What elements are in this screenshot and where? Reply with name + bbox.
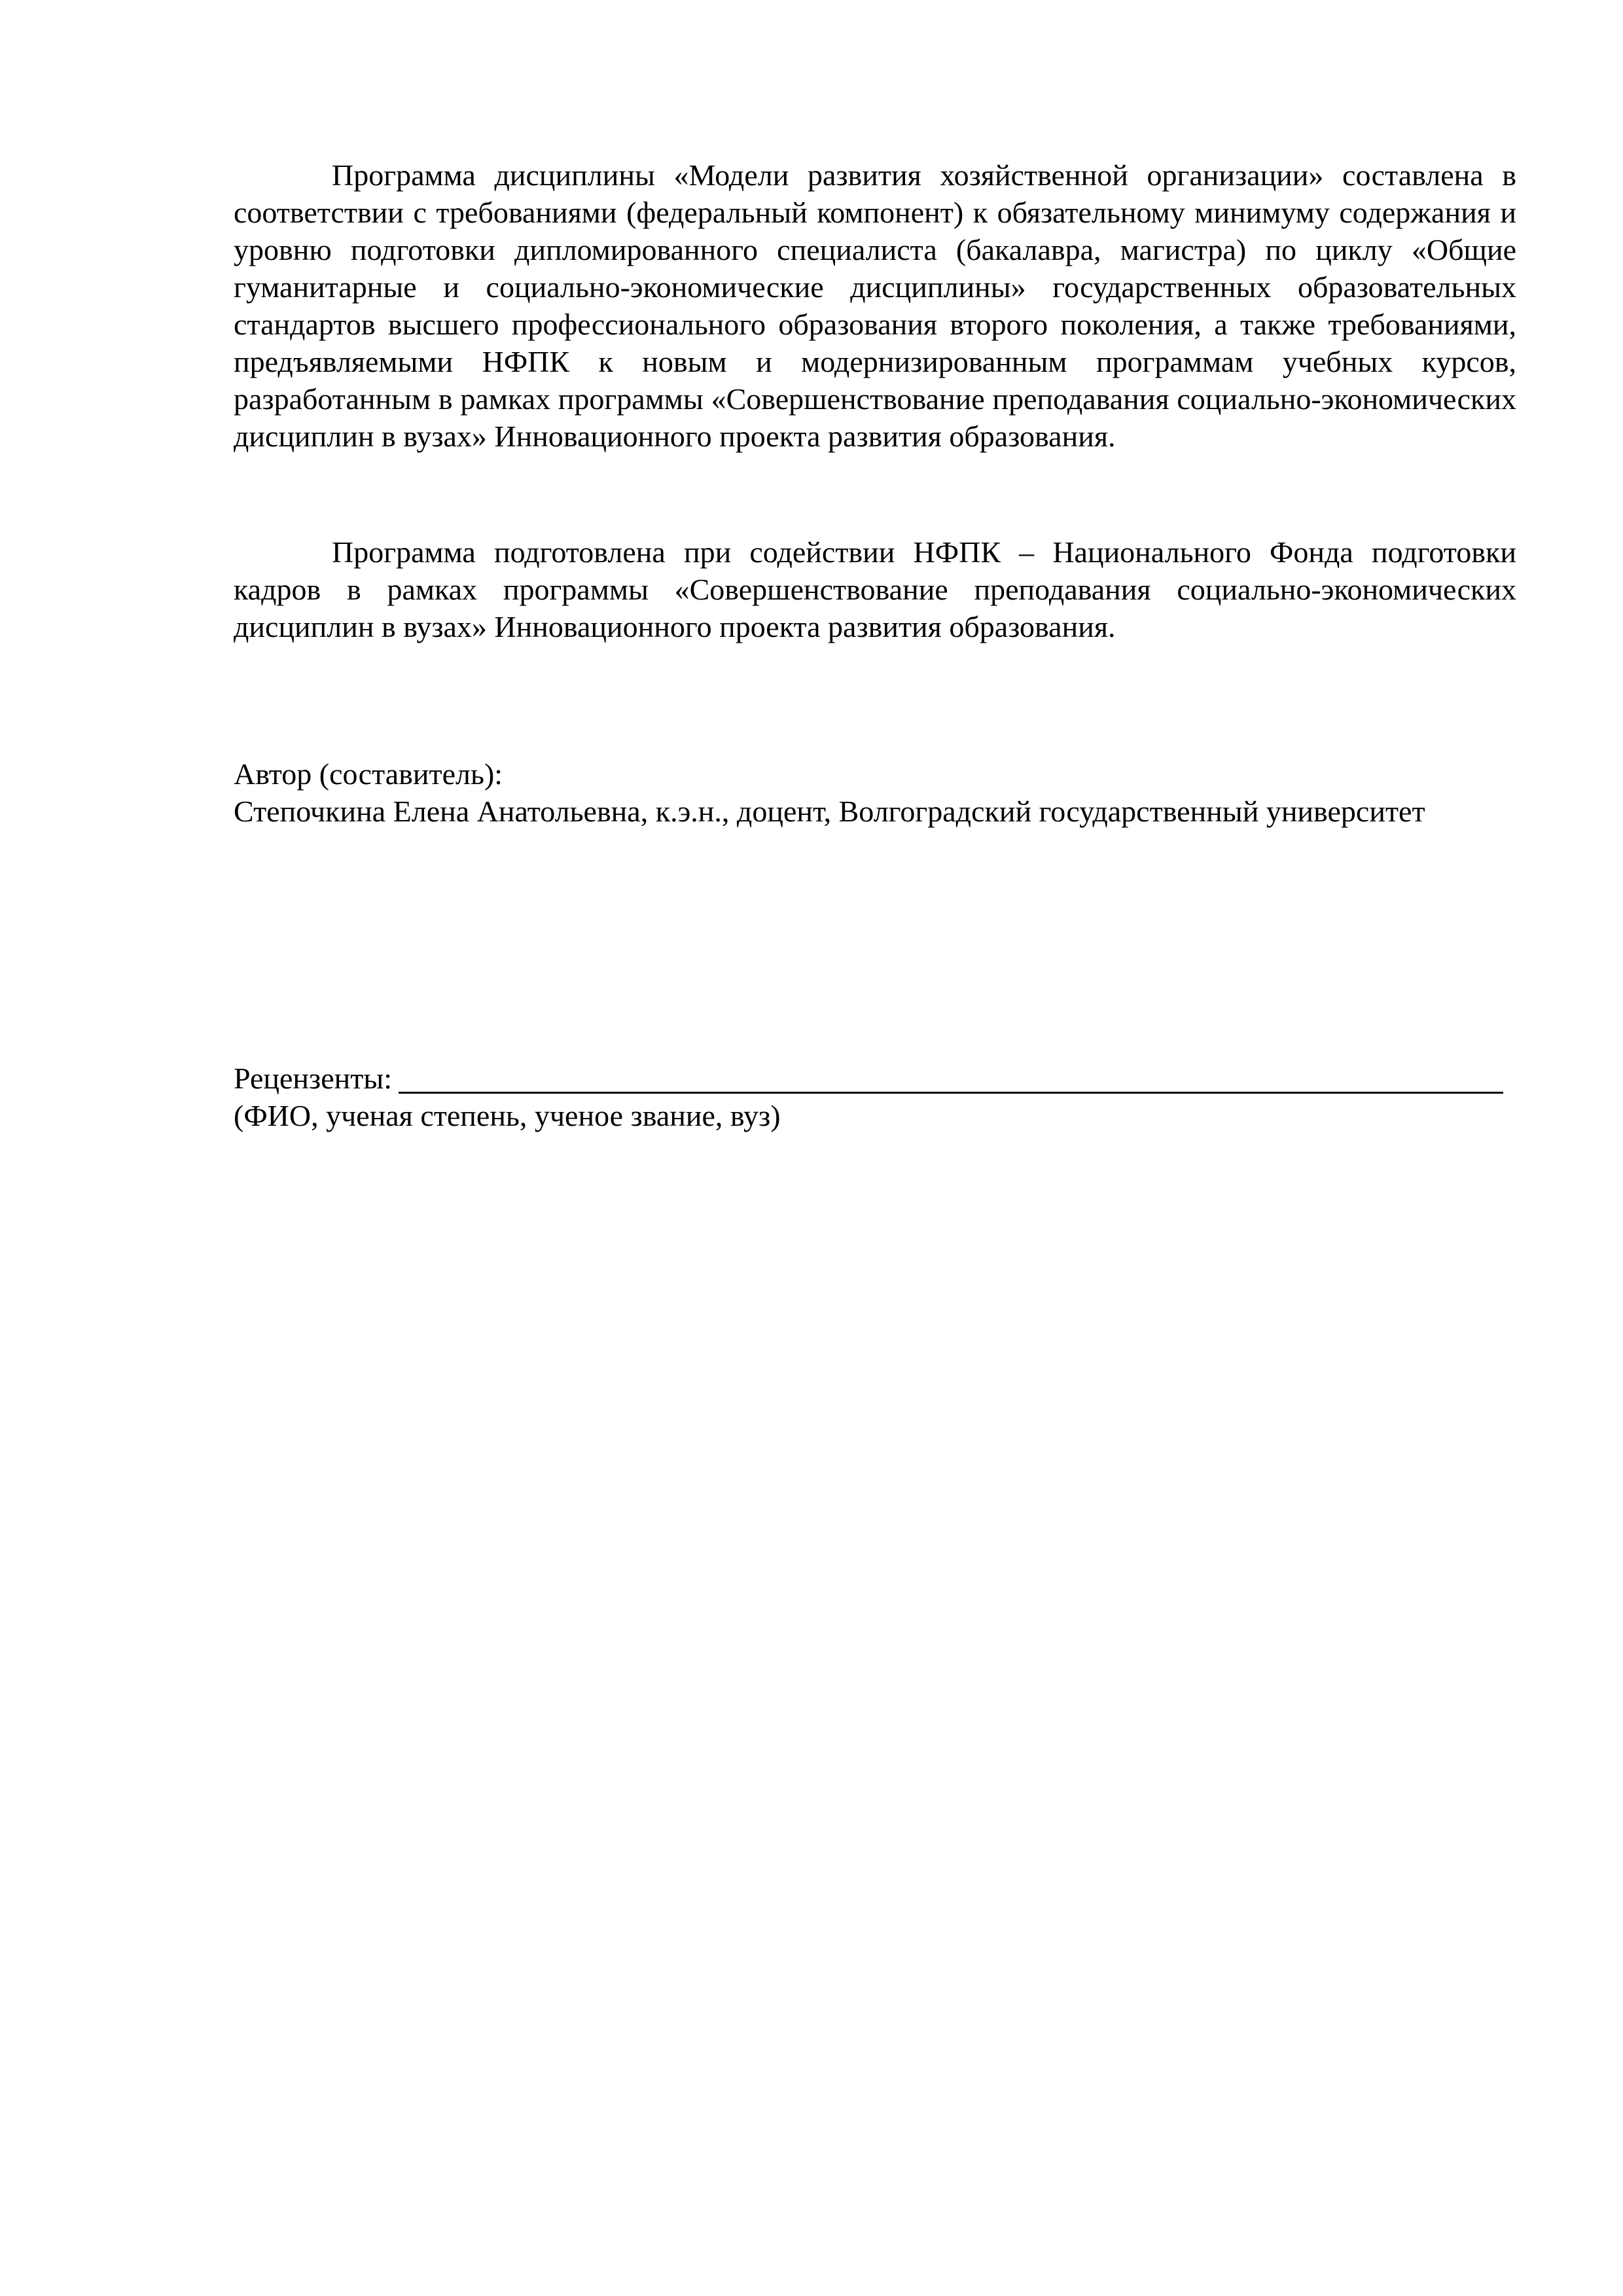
reviewers-blank-line — [399, 1062, 1503, 1094]
author-section — [234, 755, 1516, 830]
reviewers-label: Рецензенты: — [234, 1062, 393, 1095]
author-label: Автор (составитель): — [234, 757, 503, 791]
program-support-paragraph: Программа подготовлена при содействии НФПК – Национального Фонда подготовки кадров в рамках программы «Совершенствование преподавания социально-экономических дисциплин в вузах» Инновационного проекта развития образования. — [234, 535, 1516, 643]
program-description-paragraph: Программа дисциплины «Модели развития хозяйственной организации» составлена в соответствии с требованиями (федеральный компонент) к обязательному минимуму содержания и уровню подготовки дипломированного специалиста (бакалавра, магистра) по циклу «Общие гуманитарные и социально-экономические дисциплины» государственных образовательных стандартов высшего профессионального образования второго поколения, а также требованиями, предъявляемыми НФПК к новым и модернизированным программам учебных курсов, разработанным в рамках программы «Совершенствование преподавания социально-экономических дисциплин в вузах» Инновационного проекта развития образования. — [234, 158, 1516, 453]
reviewers-section — [234, 1056, 1516, 1134]
reviewers-hint: (ФИО, ученая степень, ученое звание, вуз) — [234, 1099, 781, 1132]
author-details: Степочкина Елена Анатольевна, к.э.н., доцент, Волгоградский государственный университет — [234, 795, 1425, 828]
reviewers-line — [234, 1056, 1503, 1097]
